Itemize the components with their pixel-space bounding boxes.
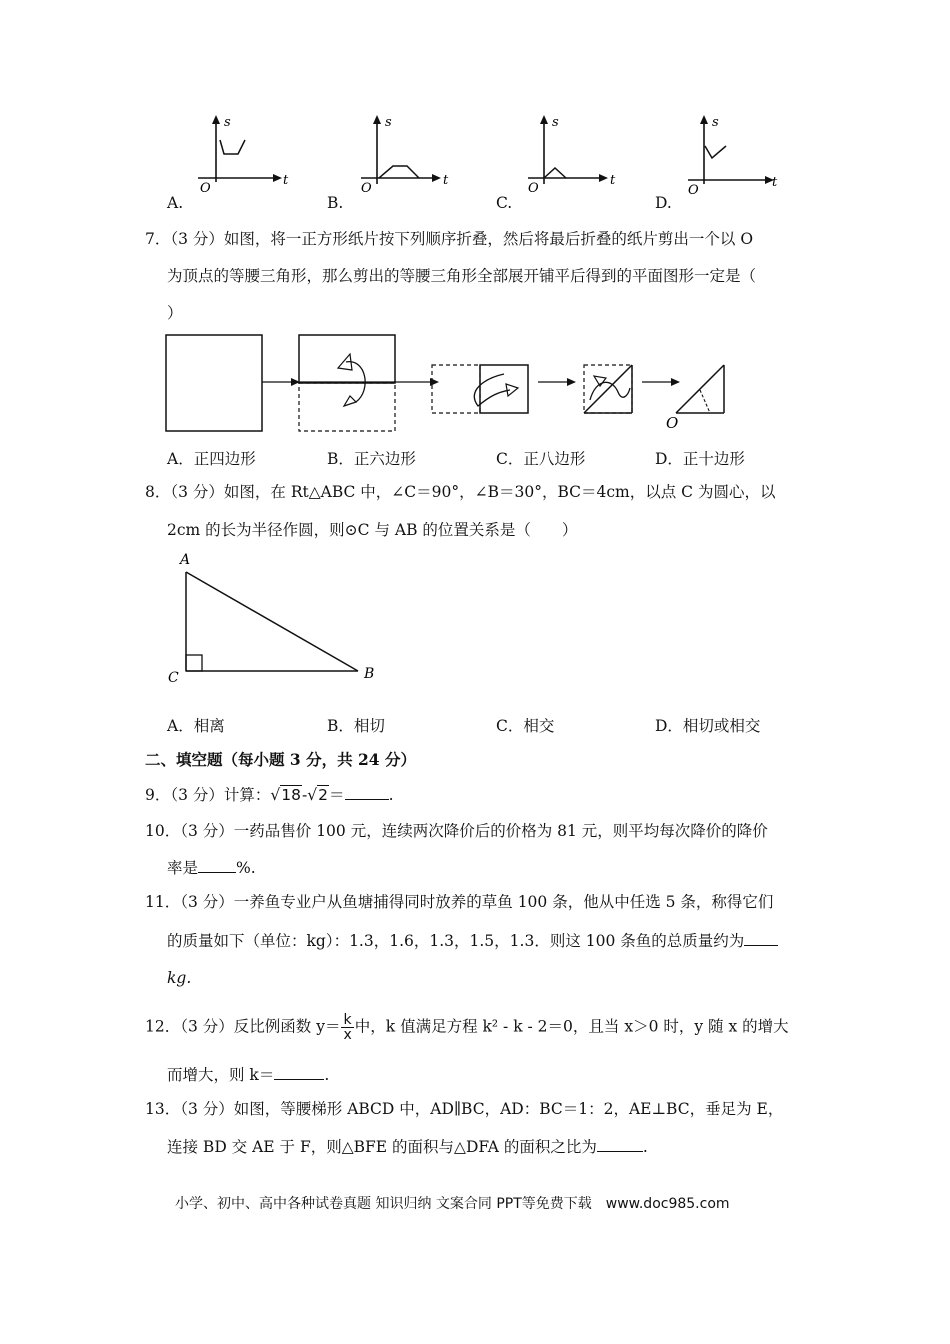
svg-text:A: A	[180, 552, 191, 568]
q6-option-a[interactable]: A.	[167, 194, 184, 212]
q13-text-line1: 13．（3 分）如图，等腰梯形 ABCD 中，AD∥BC，AD：BC＝1：2，AE⊥BC，垂足为 E，	[145, 1100, 784, 1118]
q8-text-line1: 8．（3 分）如图，在 Rt△ABC 中，∠C＝90°，∠B＝30°，BC＝4cm，以点 C 为圆心，以	[145, 483, 776, 501]
q10-line2-prefix: 率是	[167, 859, 199, 877]
q10-line2-suffix: %.	[236, 859, 256, 877]
q10-text-line2	[167, 858, 256, 878]
svg-text:t: t	[283, 173, 289, 188]
svg-text:s: s	[385, 115, 392, 130]
q8-option-a[interactable]: A．相离	[167, 717, 225, 735]
q12-post: 中，k 值满足方程 k² - k - 2＝0，且当 x＞0 时，y 随 x 的增大	[354, 1017, 789, 1036]
q9-sqrt-2: √2	[307, 786, 329, 804]
q8-triangle-figure	[160, 548, 390, 693]
q6-option-b[interactable]: B.	[327, 194, 344, 212]
q9-answer-blank[interactable]	[345, 785, 389, 800]
page-footer: 小学、初中、高中各种试卷真题 知识归纳 文案合同 PPT等免费下载 www.doc985.com	[175, 1196, 730, 1212]
q7-option-a[interactable]: A．正四边形	[167, 450, 256, 468]
q11-answer-blank[interactable]	[744, 931, 778, 946]
svg-text:s: s	[552, 115, 559, 130]
q12-prefix: 12．（3 分）反比例函数 y＝	[145, 1017, 341, 1036]
svg-text:O: O	[688, 183, 699, 194]
q12-numerator: k	[341, 1013, 353, 1028]
q8-option-b[interactable]: B．相切	[327, 717, 385, 735]
q10-text-line1: 10．（3 分）一药品售价 100 元，连续两次降价后的价格为 81 元，则平均每次降价的降价	[145, 822, 768, 840]
q13-line2-prefix: 连接 BD 交 AE 于 F，则△BFE 的面积与△DFA 的面积之比为	[167, 1138, 597, 1156]
section-2-heading: 二、填空题（每小题 3 分，共 24 分）	[145, 750, 416, 769]
q12-text-line1	[145, 1013, 789, 1042]
svg-text:B: B	[364, 666, 375, 682]
q12-line2-suffix: .	[324, 1066, 330, 1084]
q6-option-d[interactable]: D.	[655, 194, 672, 212]
q8-text-line2: 2cm 的长为半径作圆，则⊙C 与 AB 的位置关系是（ ）	[167, 521, 578, 539]
q9-sqrt-18: √18	[270, 786, 302, 804]
q13-line2-suffix: .	[642, 1138, 648, 1156]
svg-text:s: s	[224, 115, 231, 130]
svg-text:t: t	[610, 173, 616, 188]
q11-line2-text: 的质量如下（单位：kg）：1.3，1.6，1.3，1.5，1.3．则这 100 条鱼的总质量约为	[167, 932, 745, 950]
q9-prefix: 9．（3 分）计算：	[145, 786, 271, 804]
q7-text-line2: 为顶点的等腰三角形，那么剪出的等腰三角形全部展开铺平后得到的平面图形一定是（	[167, 267, 757, 285]
svg-text:O: O	[666, 414, 679, 432]
q7-text-line1: 7．（3 分）如图，将一正方形纸片按下列顺序折叠，然后将最后折叠的纸片剪出一个以 O	[145, 230, 754, 248]
q9-text	[145, 785, 394, 805]
q6-graph-d	[682, 112, 782, 194]
q12-text-line2	[167, 1065, 329, 1085]
q7-option-c[interactable]: C．正八边形	[496, 450, 586, 468]
svg-text:O: O	[361, 181, 372, 194]
svg-text:t: t	[772, 175, 778, 190]
q6-graph-c	[522, 112, 622, 194]
q12-line2-prefix: 而增大，则 k＝	[167, 1066, 275, 1084]
svg-text:C: C	[168, 670, 179, 686]
svg-text:O: O	[528, 181, 539, 194]
q12-denominator: x	[343, 1027, 352, 1043]
q13-text-line2	[167, 1137, 648, 1157]
svg-text:t: t	[443, 173, 449, 188]
q11-text-line2	[167, 931, 778, 951]
q7-option-b[interactable]: B．正六边形	[327, 450, 416, 468]
q9-end: .	[388, 786, 394, 804]
q8-option-d[interactable]: D．相切或相交	[655, 717, 761, 735]
q9-equals: ＝	[329, 786, 345, 804]
q6-graph-a	[192, 112, 292, 194]
q7-option-d[interactable]: D．正十边形	[655, 450, 745, 468]
q8-option-c[interactable]: C．相交	[496, 717, 555, 735]
q11-text-line1: 11．（3 分）一养鱼专业户从鱼塘捕得同时放养的草鱼 100 条，他从中任选 5 条，称得它们	[145, 893, 774, 911]
q6-graph-b	[355, 112, 455, 194]
q13-answer-blank[interactable]	[597, 1137, 643, 1152]
svg-text:O: O	[200, 181, 211, 194]
q10-answer-blank[interactable]	[198, 858, 236, 873]
q6-option-c[interactable]: C.	[496, 194, 513, 212]
q7-text-line3: ）	[167, 304, 183, 322]
q12-answer-blank[interactable]	[274, 1065, 324, 1080]
q11-text-line3: kg.	[167, 969, 192, 987]
q12-fraction	[341, 1013, 353, 1042]
q7-folding-figure	[160, 332, 740, 442]
svg-text:s: s	[712, 115, 719, 130]
q9-minus: -	[302, 786, 308, 804]
